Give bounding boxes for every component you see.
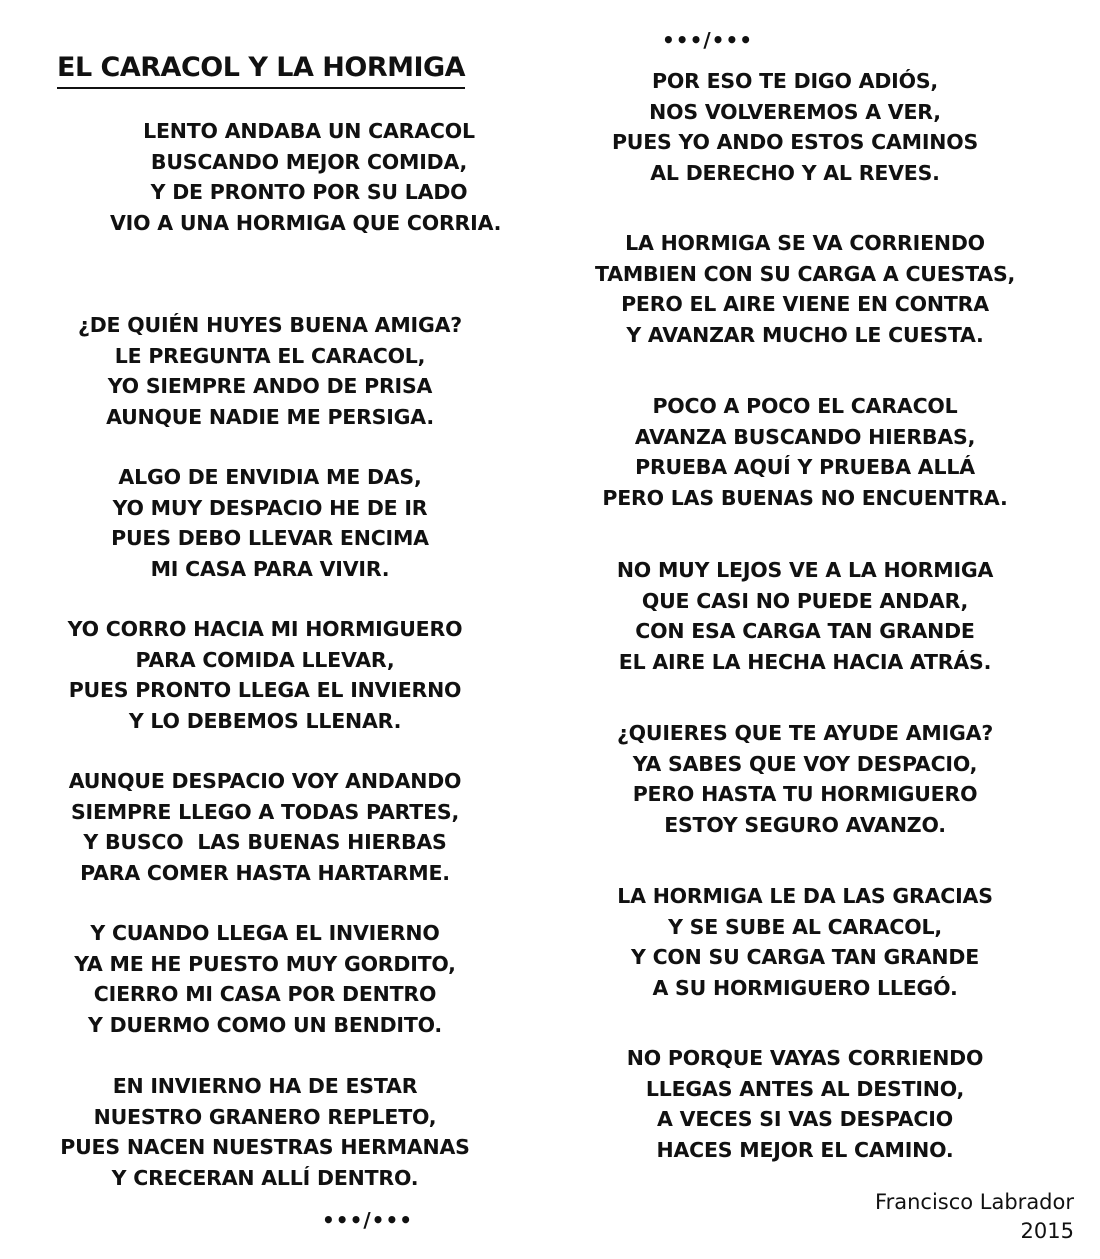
- verse-line: SIEMPRE LLEGO A TODAS PARTES,: [70, 799, 460, 824]
- stanza-5: [55, 766, 475, 888]
- verse-line: PERO HASTA TU HORMIGUERO: [632, 782, 978, 806]
- verse-line: PRUEBA AQUÍ Y PRUEBA ALLÁ: [635, 455, 975, 479]
- verse-line: POCO A POCO EL CARACOL: [652, 394, 958, 418]
- stanza-2: [60, 310, 480, 432]
- stanza-4: [55, 614, 475, 736]
- verse-line: Y DE PRONTO POR SU LADO: [150, 180, 468, 204]
- verse-line: CIERRO MI CASA POR DENTRO: [93, 982, 437, 1006]
- verse-line: PUES DEBO LLEVAR ENCIMA: [111, 526, 429, 550]
- stanza-11: [595, 555, 1015, 677]
- verse-line: AL DERECHO Y AL REVES.: [650, 160, 940, 185]
- verse-line: LLEGAS ANTES AL DESTINO,: [645, 1076, 965, 1101]
- stanza-8: [595, 66, 1015, 188]
- verse-line: Y SE SUBE AL CARACOL,: [668, 914, 942, 939]
- verse-line: LE PREGUNTA EL CARACOL,: [114, 343, 426, 368]
- stanza-12: [595, 718, 1015, 840]
- signature: [875, 1188, 1074, 1246]
- verse-line: CON ESA CARGA TAN GRANDE: [635, 619, 975, 643]
- verse-line: NO MUY LEJOS VE A LA HORMIGA: [616, 558, 994, 582]
- verse-line: LA HORMIGA LE DA LAS GRACIAS: [617, 884, 993, 908]
- stanza-6: [55, 918, 475, 1040]
- stanza-10: [595, 391, 1015, 513]
- verse-line: A SU HORMIGUERO LLEGÓ.: [652, 975, 958, 1000]
- verse-line: ESTOY SEGURO AVANZO.: [664, 812, 946, 837]
- verse-line: Y CON SU CARGA TAN GRANDE: [630, 945, 980, 969]
- verse-line: EN INVIERNO HA DE ESTAR: [112, 1074, 418, 1098]
- verse-line: YA SABES QUE VOY DESPACIO,: [632, 751, 978, 776]
- verse-line: LA HORMIGA SE VA CORRIENDO: [625, 231, 985, 255]
- verse-line: AUNQUE NADIE ME PERSIGA.: [106, 404, 434, 429]
- stanza-13: [595, 881, 1015, 1003]
- verse-line: NUESTRO GRANERO REPLETO,: [93, 1104, 437, 1129]
- verse-line: PERO LAS BUENAS NO ENCUENTRA.: [602, 485, 1008, 510]
- verse-line: YO CORRO HACIA MI HORMIGUERO: [67, 617, 463, 641]
- verse-line: Y CUANDO LLEGA EL INVIERNO: [90, 921, 440, 945]
- verse-line: ALGO DE ENVIDIA ME DAS,: [118, 465, 422, 489]
- signature-author: Francisco Labrador: [875, 1190, 1074, 1214]
- verse-line: POR ESO TE DIGO ADIÓS,: [652, 69, 938, 93]
- verse-line: PERO EL AIRE VIENE EN CONTRA: [621, 292, 989, 316]
- verse-line: NOS VOLVEREMOS A VER,: [649, 99, 941, 124]
- continuation-separator-bottom: •••/•••: [322, 1208, 414, 1232]
- verse-line: Y CRECERAN ALLÍ DENTRO.: [111, 1165, 419, 1190]
- verse-line: VIO A UNA HORMIGA QUE CORRIA.: [110, 210, 502, 235]
- verse-line: AUNQUE DESPACIO VOY ANDANDO: [68, 769, 462, 793]
- verse-line: ¿DE QUIÉN HUYES BUENA AMIGA?: [78, 313, 462, 337]
- verse-line: HACES MEJOR EL CAMINO.: [656, 1137, 954, 1162]
- verse-line: YO MUY DESPACIO HE DE IR: [112, 495, 428, 520]
- poem-title: EL CARACOL Y LA HORMIGA: [57, 50, 465, 89]
- verse-line: PUES YO ANDO ESTOS CAMINOS: [611, 130, 979, 154]
- verse-line: MI CASA PARA VIVIR.: [150, 556, 390, 581]
- verse-line: ¿QUIERES QUE TE AYUDE AMIGA?: [616, 721, 994, 745]
- verse-line: Y LO DEBEMOS LLENAR.: [128, 708, 402, 733]
- verse-line: QUE CASI NO PUEDE ANDAR,: [641, 588, 969, 613]
- verse-line: EL AIRE LA HECHA HACIA ATRÁS.: [618, 649, 992, 674]
- verse-line: Y AVANZAR MUCHO LE CUESTA.: [626, 322, 984, 347]
- stanza-3: [60, 462, 480, 584]
- stanza-14: [595, 1043, 1015, 1165]
- verse-line: Y DUERMO COMO UN BENDITO.: [88, 1012, 442, 1037]
- verse-line: A VECES SI VAS DESPACIO: [657, 1107, 953, 1131]
- verse-line: PUES PRONTO LLEGA EL INVIERNO: [68, 678, 462, 702]
- verse-line: NO PORQUE VAYAS CORRIENDO: [626, 1046, 984, 1070]
- verse-line: PUES NACEN NUESTRAS HERMANAS: [60, 1135, 470, 1159]
- signature-year: 2015: [1020, 1219, 1074, 1243]
- stanza-7: [55, 1071, 475, 1193]
- continuation-separator-top: •••/•••: [662, 28, 754, 52]
- verse-line: PARA COMER HASTA HARTARME.: [80, 860, 450, 885]
- verse-line: BUSCANDO MEJOR COMIDA,: [150, 149, 468, 174]
- verse-line: YA ME HE PUESTO MUY GORDITO,: [74, 951, 456, 976]
- stanza-1: [110, 116, 502, 238]
- verse-line: TAMBIEN CON SU CARGA A CUESTAS,: [595, 261, 1016, 286]
- verse-line: Y BUSCO LAS BUENAS HIERBAS: [83, 830, 447, 854]
- verse-line: PARA COMIDA LLEVAR,: [135, 647, 395, 672]
- stanza-9: [595, 228, 1015, 350]
- verse-line: AVANZA BUSCANDO HIERBAS,: [634, 424, 976, 449]
- verse-line: LENTO ANDABA UN CARACOL: [143, 119, 475, 143]
- verse-line: YO SIEMPRE ANDO DE PRISA: [107, 374, 433, 398]
